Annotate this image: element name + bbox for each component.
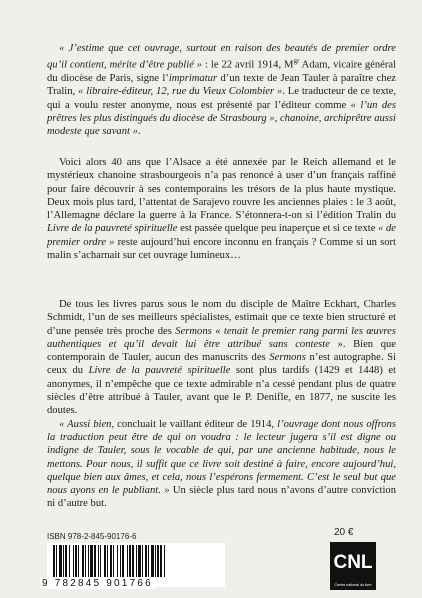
barcode-bar <box>145 545 147 577</box>
barcode-bar <box>142 545 143 577</box>
barcode-bar <box>65 545 67 577</box>
barcode-bar <box>120 545 121 577</box>
barcode-bar <box>122 545 124 577</box>
barcode-bar <box>56 545 57 577</box>
paragraph-3 <box>47 298 396 418</box>
barcode-bar <box>98 545 99 577</box>
paragraph-1 <box>47 42 396 139</box>
text-span: sont plus tardifs (1429 et 1448) et anonymes, il n’empêche que ce texte admirable n’a cessé pendant plus de quatre siècles d’être attribué à Tauler, avant que le P. Denifle, en 1877, ne suscite les doutes. <box>47 365 396 417</box>
barcode-bar <box>104 545 106 577</box>
barcode-bar <box>73 545 74 577</box>
superscript: gr <box>293 57 300 66</box>
barcode-bar <box>53 545 55 577</box>
barcode-bar <box>63 545 64 577</box>
barcode-bar <box>148 545 149 577</box>
quote-imprimatur: « J’estime que cet ouvrage, surtout en raison des beautés de premier ordre qu’il contient, mérite d’être publié » <box>47 43 396 71</box>
italic-span: imprimatur <box>168 73 218 85</box>
barcode-bar <box>69 545 70 577</box>
text-span: d’un texte de Jean Tauler à paraître chez Tralin, <box>47 73 396 98</box>
barcode-bar <box>164 545 165 577</box>
barcode-bar <box>157 545 159 577</box>
text-span: Un siècle plus tard nous n’avons d’autre conviction ni d’autre but. <box>47 485 397 510</box>
barcode-bar <box>88 545 89 577</box>
italic-span: « Aussi bien, <box>59 418 115 430</box>
barcode-bar <box>117 545 118 577</box>
italic-span: Sermons <box>175 325 212 337</box>
barcode-digits: 9 782845 901766 <box>42 578 153 589</box>
barcode-bar <box>75 545 77 577</box>
barcode-bar <box>155 545 156 577</box>
italic-span: l’ouvrage dont nous offrons la traduction peut être de qui on voudra : le lecteur jugera s’il est digne ou indigne de Tauler, sous le vocable de qui, par une ancienne habitude, nous le mettons. Pour nous, il suffit que ce livre soit destiné à faire, encore aujourd’hui, quelque bien aux âmes, et cela, nous l’espérons fermement. C’est le seul but que nous ayons en le publiant. » <box>47 418 397 497</box>
text-span: « <box>211 325 224 337</box>
cnl-logo-text: CNL <box>333 552 373 573</box>
price-label: 20 € <box>334 527 354 538</box>
text-span: ». Bien que contemporain de Tauler, aucun des manuscrits des <box>47 338 397 364</box>
barcode-bar <box>113 545 114 577</box>
text-span: . Le traducteur de ce texte, qui a voulu rester anonyme, nous est présenté par l’éditeur comme <box>47 86 396 111</box>
italic-span: Sermons <box>269 352 306 364</box>
barcode-bar <box>110 545 112 577</box>
isbn-text: ISBN 978-2-845-90176-6 <box>47 532 137 541</box>
text-span: Adam, vicaire général du diocèse de Paris, signe l’ <box>47 59 397 85</box>
paragraph-3-4 <box>47 298 396 511</box>
barcode-bar <box>107 545 108 577</box>
barcode-bar <box>127 545 128 577</box>
italic-span: « l’un des prêtres les plus distingués du diocèse de Strasbourg », chanoine, archiprêtre aussi modeste que savant » <box>47 99 396 138</box>
text-span: reste aujourd’hui encore inconnu en français ? Comme si un sort malin s’acharnait sur cet ouvrage lumineux… <box>47 236 397 262</box>
paragraph-2 <box>47 156 396 262</box>
barcode-bar <box>138 545 141 577</box>
barcode-bar <box>160 545 162 577</box>
barcode-bar <box>136 545 137 577</box>
barcode-bar <box>90 545 93 577</box>
barcode-bar <box>129 545 131 577</box>
text-span: est passée quelque peu inaperçue et si ce texte <box>177 223 379 235</box>
barcode-bar <box>78 545 79 577</box>
italic-span: tenait le premier rang parmi les œuvres authentiques et qu’il devait lui être attribué sans conteste <box>47 325 396 350</box>
barcode-bar <box>151 545 154 577</box>
paragraph-4 <box>47 418 396 511</box>
barcode-bar <box>100 545 101 577</box>
barcode-bar <box>82 545 84 577</box>
text-span: Voici alors 40 ans que l’Alsace a été annexée par le Reich allemand et le mystérieux chanoine strasbourgeois n’a pas renoncé à user d’un français raffiné pour faire découvrir à ses contemporains les trésors de la plus haute mystique. Deux mois plus tard, l’attentat de Sarajevo rouvre les anciennes plaies : le 3 août, l’Allemagne déclare la guerre à la France. S’étonnera-t-on si l’édition Tralin du <box>47 157 396 222</box>
barcode-bar <box>94 545 96 577</box>
text-span: : le 22 avril 1914, M <box>202 59 294 71</box>
text-span: . <box>137 126 141 138</box>
book-title: Livre de la pauvreté spirituelle <box>47 223 178 235</box>
italic-span: « libraire-éditeur, 12, rue du Vieux Colombier » <box>78 86 283 98</box>
barcode-bar <box>85 545 86 577</box>
text-span: n’est autographe. Si ceux du <box>47 352 397 377</box>
cnl-caption: Centre national du livre <box>334 583 372 587</box>
text-span: De tous les livres parus sous le nom du disciple de Maître Eckhart, Charles Schmidt, l’un de ses meilleurs spécialistes, estimait que ce texte bien structuré et d’une pensée très proche des <box>47 299 396 337</box>
italic-span: Livre de la pauvreté spirituelle <box>88 365 231 377</box>
barcode-bar <box>59 545 62 577</box>
text-span: concluait le vaillant éditeur de 1914, <box>114 418 278 430</box>
italic-span: « de premier ordre » <box>47 223 396 248</box>
barcode-bar <box>132 545 134 577</box>
